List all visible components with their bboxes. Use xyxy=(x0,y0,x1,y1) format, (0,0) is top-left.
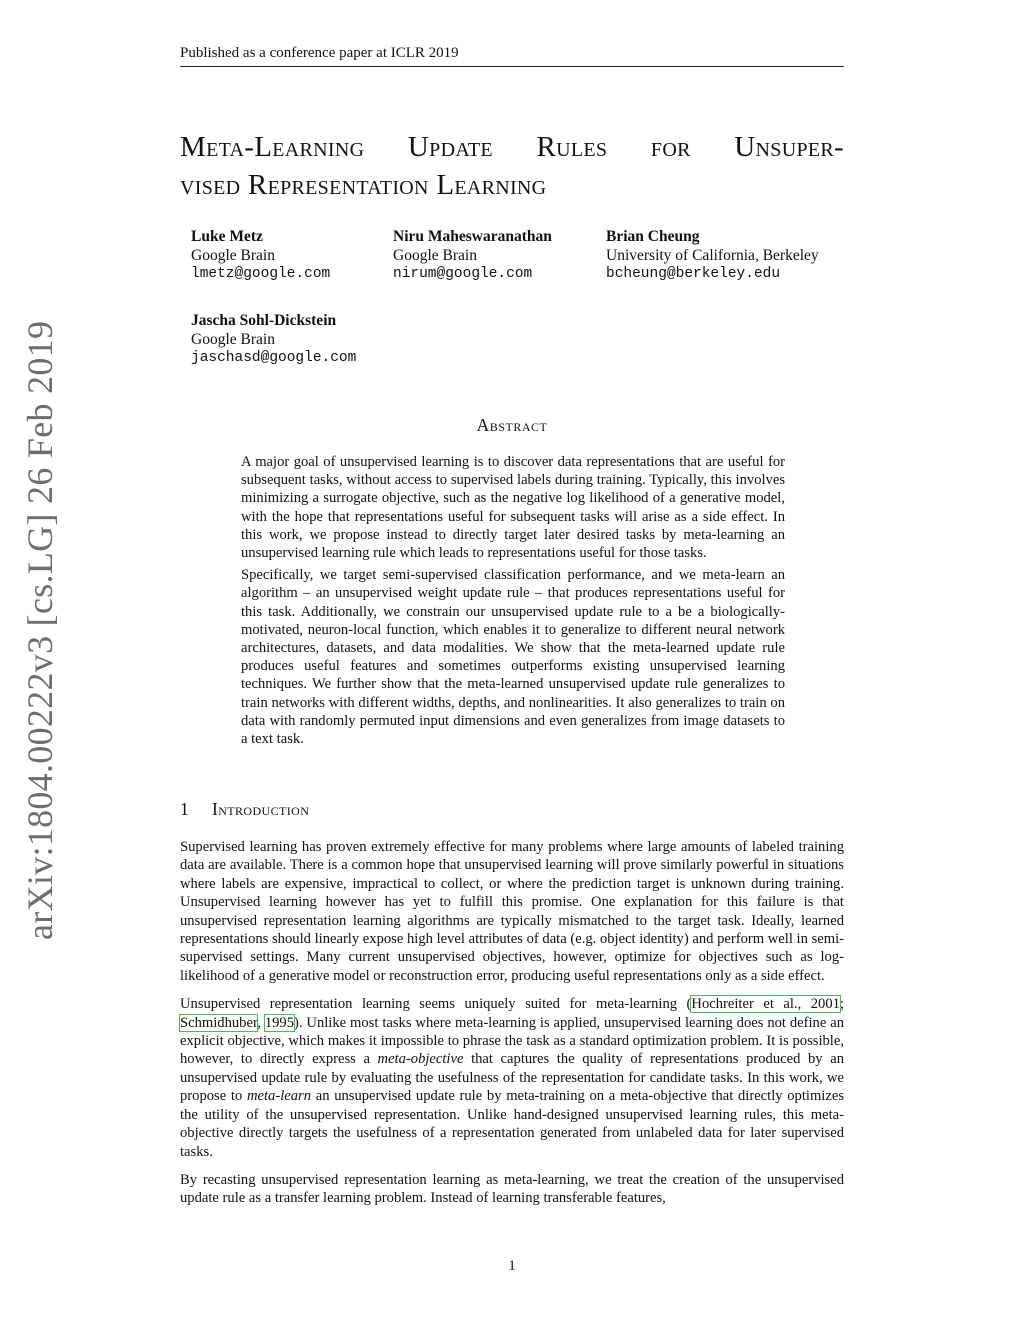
author-email: lmetz@google.com xyxy=(191,266,331,282)
emphasis: meta-objective xyxy=(377,1051,464,1068)
text-run: an unsupervised update rule by meta-training on a meta-objective that directly optimizes the utility of the unsupervised representation. Unlike hand-designed unsupervised learning rules, this meta-objective directly targets the usefulness of a representation generated from unlabeled data for later supervised tasks. xyxy=(180,1088,844,1160)
arxiv-sidebar-stamp: arXiv:1804.00222v3 [cs.LG] 26 Feb 2019 xyxy=(20,320,60,940)
citation-link[interactable]: Schmidhuber xyxy=(180,1014,258,1031)
body-paragraph: By recasting unsupervised representation learning as meta-learning, we treat the creation of the unsupervised update rule as a transfer learning problem. Instead of learning transferable features, xyxy=(180,1171,844,1207)
author-email: bcheung@berkeley.edu xyxy=(606,266,781,282)
emphasis: meta-learn xyxy=(246,1088,312,1105)
author-email: jaschasd@google.com xyxy=(191,350,357,366)
abstract-body xyxy=(241,453,785,752)
section-title: Introduction xyxy=(212,799,310,819)
section-heading-introduction xyxy=(180,798,844,820)
author-block xyxy=(393,227,552,284)
text-run: , xyxy=(257,1014,265,1031)
citation-link[interactable]: 1995 xyxy=(264,1014,294,1031)
author-block xyxy=(606,227,819,284)
abstract-heading: Abstract xyxy=(476,415,548,435)
title-line-1: Meta-Learning Update Rules for Unsuper- xyxy=(180,131,844,163)
author-name: Brian Cheung xyxy=(606,228,700,245)
title-line-2: vised Representation Learning xyxy=(180,169,547,201)
section-number: 1 xyxy=(180,799,190,819)
abstract-paragraph: A major goal of unsupervised learning is to discover data representations that are useful for subsequent tasks, without access to supervised labels during training. Typically, this involves minimizing a surrogate objective, such as the negative log likelihood of a generative model, with the hope that representations useful for subsequent tasks will arise as a side effect. In this work, we propose instead to directly target later desired tasks by meta-learning an unsupervised learning rule which leads to representations useful for those tasks. xyxy=(241,454,785,562)
author-affiliation: Google Brain xyxy=(393,247,477,264)
running-header: Published as a conference paper at ICLR 2019 xyxy=(180,44,844,67)
author-affiliation: Google Brain xyxy=(191,247,275,264)
body-paragraph xyxy=(180,995,844,1161)
author-affiliation: Google Brain xyxy=(191,331,275,348)
author-affiliation: University of California, Berkeley xyxy=(606,247,819,264)
text-run: ). Unlike most tasks where meta-learning is applied, unsupervised learning does not define an explicit objective, which makes it impossible to phrase the task as a standard optimization problem. It is possible, however, to directly express a xyxy=(180,1014,845,1068)
author-block xyxy=(191,311,356,368)
author-name: Jascha Sohl-Dickstein xyxy=(191,312,337,329)
abstract-paragraph: Specifically, we target semi-supervised classification performance, and we meta-learn an algorithm – an unsupervised weight update rule – that produces representations useful for this task. Additionally, we constrain our unsupervised update rule to a be a biologically-motivated, neuron-local function, which enables it to generalize to different neural network architectures, datasets, and data modalities. We show that the meta-learned update rule produces useful features and sometimes outperforms existing unsupervised learning techniques. We further show that the meta-learned unsupervised update rule generalizes to train networks with different widths, depths, and nonlinearities. It also generalizes to train on data with randomly permuted input dimensions and even generalizes from image datasets to a text task. xyxy=(241,567,785,748)
text-run: that captures the quality of representations produced by an unsupervised update rule by evaluating the usefulness of the representation for candidate tasks. In this work, we propose to xyxy=(180,1051,844,1105)
citation-link[interactable]: Hochreiter et al., 2001 xyxy=(691,996,840,1013)
author-name: Luke Metz xyxy=(191,228,263,245)
introduction-body xyxy=(180,838,844,1218)
page-number: 1 xyxy=(508,1258,516,1274)
author-block xyxy=(191,227,330,284)
paper-title xyxy=(180,128,844,204)
text-run: Unsupervised representation learning seems uniquely suited for meta-learning ( xyxy=(180,996,692,1013)
body-paragraph: Supervised learning has proven extremely effective for many problems where large amounts of labeled training data are available. There is a common hope that unsupervised learning will prove similarly powerful in situations where labels are expensive, impractical to collect, or where the prediction target is unknown during training. Unsupervised learning however has yet to fulfill this promise. One explanation for this failure is that unsupervised representation learning algorithms are typically mismatched to the target task. Ideally, learned representations should linearly expose high level attributes of data (e.g. object identity) and perform well in semi-supervised settings. Many current unsupervised objectives, however, optimize for objectives such as log-likelihood of a generative model or reconstruction error, producing useful representations only as a side effect. xyxy=(180,839,844,984)
author-name: Niru Maheswaranathan xyxy=(393,228,552,245)
author-email: nirum@google.com xyxy=(393,266,533,282)
text-run: ; xyxy=(839,996,844,1013)
